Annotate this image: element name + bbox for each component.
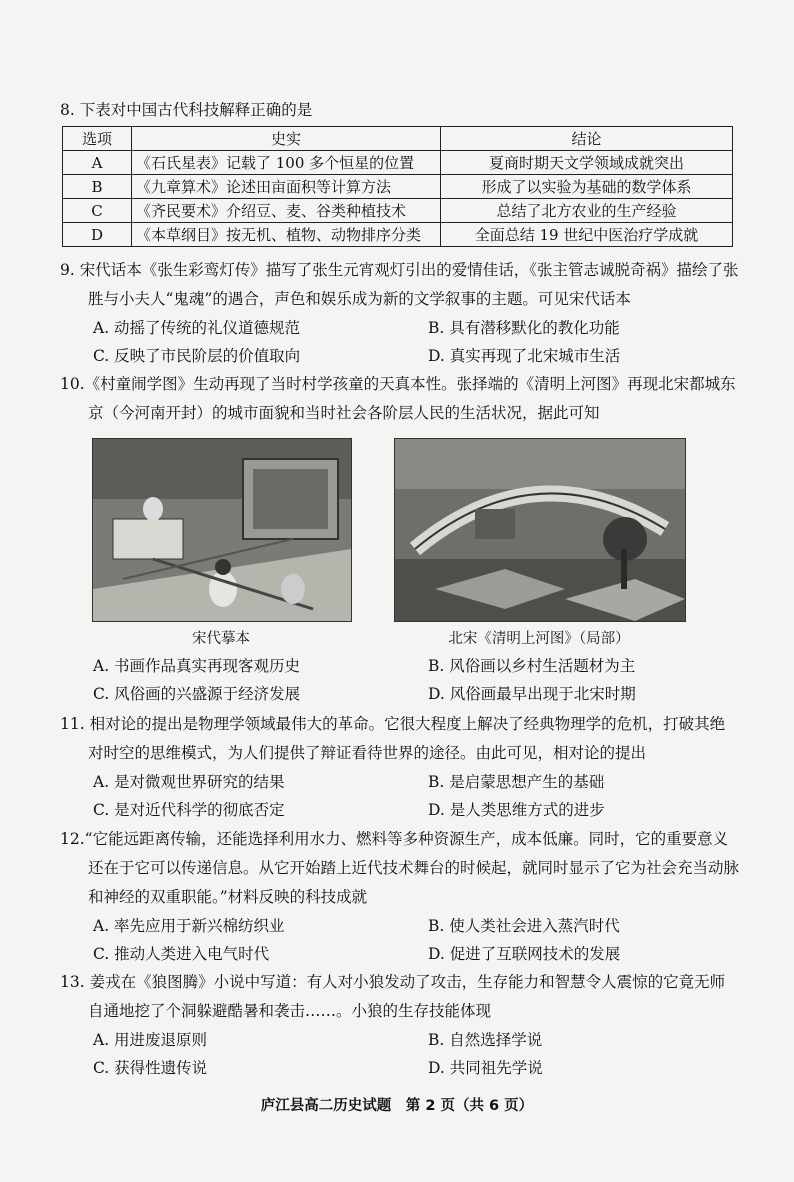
question-10 [60, 370, 739, 428]
option-b: B. 使人类社会进入蒸汽时代 [428, 917, 620, 935]
village-school-painting-image [92, 438, 352, 622]
question-13-stem: 13. 姜戎在《狼图腾》小说中写道：有人对小狼发动了攻击，生存能力和智慧令人震惊的它竟无师自通地挖了个洞躲避酷暑和袭击……。小狼的生存技能体现 [60, 973, 726, 1020]
option-a: A. 率先应用于新兴棉纺织业 [93, 917, 285, 935]
option-d: D. 是人类思维方式的进步 [428, 801, 605, 819]
option-b: B. 是启蒙思想产生的基础 [428, 773, 605, 791]
table-header: 结论 [441, 127, 733, 151]
question-11-options [60, 768, 739, 824]
question-10-options-block [60, 652, 739, 708]
table-header: 史实 [132, 127, 441, 151]
table-cell: 总结了北方农业的生产经验 [441, 199, 733, 223]
question-13-options [60, 1026, 739, 1082]
table-cell: D [63, 223, 132, 247]
table-cell: 《齐民要术》介绍豆、麦、谷类种植技术 [132, 199, 441, 223]
caption-right: 北宋《清明上河图》（局部） [448, 631, 630, 647]
question-12-options [60, 912, 739, 968]
option-d: D. 共同祖先学说 [428, 1059, 543, 1077]
table-cell: 《石氏星表》记载了 100 多个恒星的位置 [132, 151, 441, 175]
question-9-stem: 9. 宋代话本《张生彩鸾灯传》描写了张生元宵观灯引出的爱情佳话，《张主管志诚脱奇祸》描绘了张胜与小夫人“鬼魂”的遇合，声色和娱乐成为新的文学叙事的主题。可见宋代话本 [60, 261, 739, 308]
question-8-table [62, 126, 733, 247]
option-d: D. 风俗画最早出现于北宋时期 [428, 685, 636, 703]
table-cell: 夏商时期天文学领域成就突出 [441, 151, 733, 175]
question-10-stem: 10.《村童闹学图》生动再现了当时村学孩童的天真本性。张择端的《清明上河图》再现北宋都城东京（今河南开封）的城市面貌和当时社会各阶层人民的生活状况，据此可知 [60, 375, 736, 422]
option-c: C. 是对近代科学的彻底否定 [93, 801, 285, 819]
painting-illustration [395, 439, 685, 621]
option-a: A. 书画作品真实再现客观历史 [93, 657, 301, 675]
option-b: B. 风俗画以乡村生活题材为主 [428, 657, 636, 675]
option-d: D. 真实再现了北宋城市生活 [428, 347, 621, 365]
qingming-scroll-image [394, 438, 686, 622]
option-d: D. 促进了互联网技术的发展 [428, 945, 621, 963]
option-a: A. 用进废退原则 [93, 1031, 208, 1049]
table-row [63, 151, 733, 175]
table-cell: C [63, 199, 132, 223]
option-c: C. 反映了市民阶层的价值取向 [93, 347, 301, 365]
table-header-row [63, 127, 733, 151]
option-c: C. 推动人类进入电气时代 [93, 945, 270, 963]
table-row [63, 223, 733, 247]
question-13 [60, 968, 739, 1082]
question-8-stem: 8. 下表对中国古代科技解释正确的是 [60, 101, 313, 119]
question-12 [60, 825, 739, 968]
option-b: B. 自然选择学说 [428, 1031, 543, 1049]
table-cell: 形成了以实验为基础的数学体系 [441, 175, 733, 199]
option-c: C. 风俗画的兴盛源于经济发展 [93, 685, 301, 703]
table-cell: 全面总结 19 世纪中医治疗学成就 [441, 223, 733, 247]
option-a: A. 是对微观世界研究的结果 [93, 773, 285, 791]
option-c: C. 获得性遗传说 [93, 1059, 208, 1077]
caption-left: 宋代摹本 [192, 631, 250, 647]
question-11-stem: 11. 相对论的提出是物理学领域最伟大的革命。它很大程度上解决了经典物理学的危机，打破其绝对时空的思维模式，为人们提供了辩证看待世界的途径。由此可见，相对论的提出 [60, 715, 726, 762]
painting-illustration [93, 439, 351, 621]
table-cell: A [63, 151, 132, 175]
option-a: A. 动摇了传统的礼仪道德规范 [93, 319, 301, 337]
question-9-options [60, 314, 739, 370]
table-header: 选项 [63, 127, 132, 151]
question-12-stem: 12.“它能远距离传输，还能选择利用水力、燃料等多种资源生产，成本低廉。同时，它的重要意义还在于它可以传递信息。从它开始踏上近代技术舞台的时候起，就同时显示了它为社会充当动脉和神经的双重职能。”材料反映的科技成就 [60, 830, 740, 906]
table-cell: 《本草纲目》按无机、植物、动物排序分类 [132, 223, 441, 247]
table-cell: 《九章算术》论述田亩面积等计算方法 [132, 175, 441, 199]
page-footer: 庐江县高二历史试题 第 2 页（共 6 页） [260, 1098, 534, 1114]
question-10-options [60, 652, 739, 708]
question-11 [60, 710, 739, 824]
question-9 [60, 256, 739, 370]
table-row [63, 175, 733, 199]
question-8 [60, 96, 739, 125]
table-cell: B [63, 175, 132, 199]
table-row [63, 199, 733, 223]
option-b: B. 具有潜移默化的教化功能 [428, 319, 620, 337]
